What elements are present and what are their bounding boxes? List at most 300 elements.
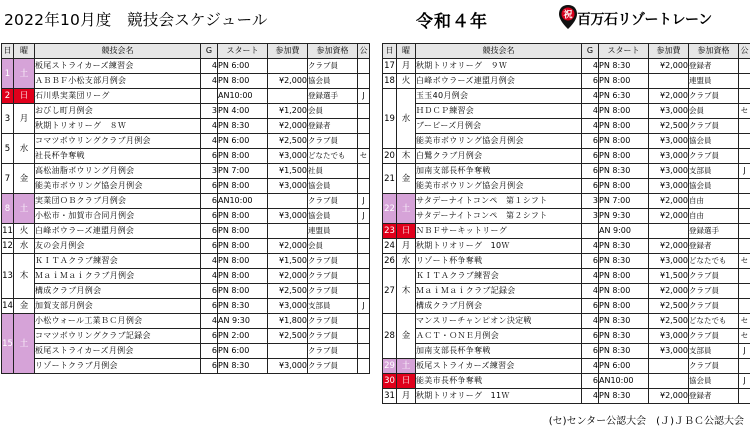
entry-fee: ¥1,500 bbox=[268, 254, 308, 269]
eligibility: クラブ員 bbox=[689, 269, 739, 284]
event-name: 秋期トリオリーグ ８Ｗ bbox=[35, 119, 201, 134]
eligibility: 会員 bbox=[308, 239, 358, 254]
day-cell: 2 bbox=[2, 89, 14, 104]
eligibility: 会員 bbox=[689, 104, 739, 119]
schedule-row bbox=[383, 359, 750, 374]
day-cell: 13 bbox=[2, 254, 14, 299]
start-time: AN 9:30 bbox=[218, 314, 268, 329]
official-mark bbox=[358, 359, 370, 374]
start-time: PN 2:00 bbox=[218, 329, 268, 344]
event-name: 石川県実業団リーグ bbox=[35, 89, 201, 104]
games-count: 3 bbox=[201, 104, 218, 119]
official-mark bbox=[739, 89, 750, 104]
eligibility: クラブ員 bbox=[689, 119, 739, 134]
official-mark: セ bbox=[739, 314, 750, 329]
event-name: 板尾ストライカーズ練習会 bbox=[416, 359, 582, 374]
day-cell: 14 bbox=[2, 299, 14, 314]
start-time: PN 8:00 bbox=[218, 74, 268, 89]
official-mark bbox=[358, 59, 370, 74]
entry-fee: ¥2,500 bbox=[649, 119, 689, 134]
event-name: 板尾ストライカーズ月例会 bbox=[35, 344, 201, 359]
eligibility: 登録者 bbox=[689, 59, 739, 74]
eligibility: クラブ員 bbox=[308, 329, 358, 344]
entry-fee: ¥3,000 bbox=[268, 209, 308, 224]
schedule-row bbox=[2, 314, 370, 329]
weekday-cell: 土 bbox=[14, 59, 35, 89]
weekday-cell: 水 bbox=[14, 239, 35, 254]
col-day: 日 bbox=[383, 44, 397, 59]
event-name: 能美市長杯争奪戦 bbox=[416, 374, 582, 389]
event-name: 加南支部長杯争奪戦 bbox=[416, 344, 582, 359]
entry-fee: ¥3,000 bbox=[268, 299, 308, 314]
schedule-row bbox=[383, 59, 750, 74]
event-name: 小松市・加賀市合同月例会 bbox=[35, 209, 201, 224]
event-name: 玉玉40月例会 bbox=[416, 89, 582, 104]
entry-fee: ¥3,000 bbox=[649, 179, 689, 194]
schedule-row bbox=[2, 254, 370, 269]
schedule-row bbox=[2, 194, 370, 209]
games-count: 3 bbox=[582, 194, 599, 209]
start-time: PN 8:00 bbox=[599, 299, 649, 314]
entry-fee: ¥2,000 bbox=[268, 239, 308, 254]
games-count: 6 bbox=[201, 149, 218, 164]
official-mark bbox=[358, 74, 370, 89]
start-time: PN 6:00 bbox=[218, 344, 268, 359]
schedule-row bbox=[2, 329, 370, 344]
games-count: 6 bbox=[582, 164, 599, 179]
games-count: 3 bbox=[582, 209, 599, 224]
day-cell: 3 bbox=[2, 104, 14, 134]
weekday-cell: 火 bbox=[397, 74, 416, 89]
games-count: 4 bbox=[582, 104, 599, 119]
weekday-cell: 土 bbox=[14, 314, 35, 374]
day-cell: 15 bbox=[2, 314, 14, 374]
weekday-cell: 木 bbox=[14, 254, 35, 299]
eligibility: 登録選手 bbox=[308, 89, 358, 104]
day-cell: 18 bbox=[383, 74, 397, 89]
games-count: 6 bbox=[582, 254, 599, 269]
page-title: 2022年10月度 競技会スケジュール bbox=[4, 11, 268, 29]
games-count: 6 bbox=[582, 74, 599, 89]
official-mark: J bbox=[358, 194, 370, 209]
start-time: PN 8:30 bbox=[599, 329, 649, 344]
games-count: 4 bbox=[582, 389, 599, 404]
games-count: 4 bbox=[201, 134, 218, 149]
day-cell: 24 bbox=[383, 239, 397, 254]
games-count: 4 bbox=[201, 254, 218, 269]
event-name: 白鷺クラブ月例会 bbox=[416, 149, 582, 164]
games-count: 6 bbox=[201, 359, 218, 374]
games-count: 4 bbox=[582, 59, 599, 74]
event-name: ＡＣＴ・ＯＮＥ月例会 bbox=[416, 329, 582, 344]
entry-fee: ¥2,000 bbox=[649, 389, 689, 404]
entry-fee bbox=[649, 374, 689, 389]
entry-fee: ¥1,800 bbox=[268, 314, 308, 329]
event-name: 高松油脂ボウリング月例会 bbox=[35, 164, 201, 179]
games-count: 4 bbox=[582, 359, 599, 374]
entry-fee: ¥3,000 bbox=[649, 134, 689, 149]
games-count: 3 bbox=[201, 164, 218, 179]
logo-text: 百万石リゾートレーン bbox=[577, 12, 712, 28]
start-time: PN 8:30 bbox=[599, 344, 649, 359]
col-dow: 曜 bbox=[14, 44, 35, 59]
day-cell: 7 bbox=[2, 164, 14, 194]
weekday-cell: 水 bbox=[14, 134, 35, 164]
event-name: 小松ウォール工業ＢＣ月例会 bbox=[35, 314, 201, 329]
day-cell: 1 bbox=[2, 59, 14, 89]
eligibility: 協会員 bbox=[308, 179, 358, 194]
start-time: AN10:00 bbox=[218, 194, 268, 209]
event-name: 友の会月例会 bbox=[35, 239, 201, 254]
col-dow: 曜 bbox=[397, 44, 416, 59]
official-mark: J bbox=[739, 374, 750, 389]
schedule-row bbox=[2, 164, 370, 179]
games-count: 4 bbox=[582, 284, 599, 299]
day-cell: 19 bbox=[383, 89, 397, 149]
start-time: AN10:00 bbox=[218, 89, 268, 104]
schedule-row bbox=[383, 254, 750, 269]
col-qual: 参加資格 bbox=[689, 44, 739, 59]
col-start: スタート bbox=[599, 44, 649, 59]
start-time: AN10:00 bbox=[599, 374, 649, 389]
event-name: 加南支部長杯争奪戦 bbox=[416, 164, 582, 179]
entry-fee: ¥3,000 bbox=[268, 179, 308, 194]
col-day: 日 bbox=[2, 44, 14, 59]
schedule-row bbox=[383, 344, 750, 359]
eligibility: 登録者 bbox=[689, 239, 739, 254]
eligibility: クラブ員 bbox=[689, 284, 739, 299]
start-time: PN 8:00 bbox=[218, 254, 268, 269]
entry-fee: ¥1,500 bbox=[649, 269, 689, 284]
entry-fee: ¥3,000 bbox=[268, 359, 308, 374]
schedule-row bbox=[383, 164, 750, 179]
day-cell: 5 bbox=[2, 134, 14, 164]
schedule-row bbox=[2, 224, 370, 239]
official-mark bbox=[739, 59, 750, 74]
day-cell: 20 bbox=[383, 149, 397, 164]
start-time: PN 8:30 bbox=[599, 254, 649, 269]
event-name: 板尾ストライカーズ練習会 bbox=[35, 59, 201, 74]
start-time: PN 8:00 bbox=[599, 269, 649, 284]
weekday-cell: 月 bbox=[397, 239, 416, 254]
entry-fee: ¥2,000 bbox=[649, 89, 689, 104]
start-time: PN 6:30 bbox=[599, 89, 649, 104]
schedule-row bbox=[2, 149, 370, 164]
entry-fee: ¥2,000 bbox=[649, 59, 689, 74]
weekday-cell: 金 bbox=[14, 299, 35, 314]
day-cell: 8 bbox=[2, 194, 14, 224]
entry-fee bbox=[268, 344, 308, 359]
start-time: PN 8:00 bbox=[218, 284, 268, 299]
eligibility: 自由 bbox=[689, 194, 739, 209]
eligibility: どなたでも bbox=[689, 314, 739, 329]
col-fee: 参加費 bbox=[268, 44, 308, 59]
official-mark bbox=[739, 194, 750, 209]
games-count: 4 bbox=[201, 74, 218, 89]
official-mark bbox=[358, 269, 370, 284]
entry-fee: ¥2,000 bbox=[268, 119, 308, 134]
schedule-body-left bbox=[2, 59, 370, 374]
official-mark bbox=[739, 209, 750, 224]
start-time: PN 8:00 bbox=[599, 119, 649, 134]
schedule-row bbox=[2, 344, 370, 359]
games-count: 6 bbox=[582, 299, 599, 314]
eligibility: 協会員 bbox=[689, 134, 739, 149]
event-name: 秋期トリオリーグ 11Ｗ bbox=[416, 389, 582, 404]
official-mark: J bbox=[358, 209, 370, 224]
start-time: PN 8:30 bbox=[218, 119, 268, 134]
start-time: PN 8:00 bbox=[218, 269, 268, 284]
col-name: 競技会名 bbox=[35, 44, 201, 59]
event-name: 実業団ＯＢクラブ月例会 bbox=[35, 194, 201, 209]
schedule-row bbox=[383, 314, 750, 329]
page-header bbox=[0, 0, 750, 40]
event-name: サタデーナイトコンペ 第２シフト bbox=[416, 209, 582, 224]
entry-fee: ¥2,000 bbox=[268, 74, 308, 89]
entry-fee bbox=[268, 89, 308, 104]
weekday-cell: 木 bbox=[397, 149, 416, 164]
entry-fee: ¥2,500 bbox=[649, 314, 689, 329]
games-count: 4 bbox=[582, 314, 599, 329]
start-time: PN 8:00 bbox=[218, 224, 268, 239]
weekday-cell: 水 bbox=[397, 89, 416, 149]
official-mark bbox=[739, 239, 750, 254]
table-header-row bbox=[383, 44, 750, 59]
official-mark: J bbox=[358, 299, 370, 314]
entry-fee: ¥2,500 bbox=[268, 134, 308, 149]
eligibility: クラブ員 bbox=[689, 359, 739, 374]
official-mark bbox=[358, 254, 370, 269]
weekday-cell: 日 bbox=[397, 224, 416, 239]
event-name: 秋期トリオリーグ ９Ｗ bbox=[416, 59, 582, 74]
official-mark bbox=[358, 344, 370, 359]
games-count: 6 bbox=[201, 284, 218, 299]
start-time: PN 9:30 bbox=[599, 209, 649, 224]
official-mark bbox=[739, 149, 750, 164]
eligibility: 支部員 bbox=[689, 164, 739, 179]
weekday-cell: 日 bbox=[397, 374, 416, 389]
entry-fee: ¥3,000 bbox=[649, 104, 689, 119]
schedule-row bbox=[2, 89, 370, 104]
eligibility: 登録者 bbox=[689, 389, 739, 404]
entry-fee: ¥3,000 bbox=[649, 164, 689, 179]
schedule-row bbox=[2, 209, 370, 224]
schedule-row bbox=[383, 284, 750, 299]
games-count: 6 bbox=[201, 224, 218, 239]
entry-fee: ¥3,000 bbox=[649, 329, 689, 344]
start-time: PN 8:30 bbox=[218, 359, 268, 374]
official-mark bbox=[358, 164, 370, 179]
games-count: 6 bbox=[201, 179, 218, 194]
weekday-cell: 金 bbox=[14, 164, 35, 194]
start-time: PN 8:00 bbox=[218, 149, 268, 164]
weekday-cell: 日 bbox=[14, 89, 35, 104]
schedule-table-right bbox=[382, 43, 750, 404]
entry-fee: ¥2,000 bbox=[268, 269, 308, 284]
schedule-body-right bbox=[383, 59, 750, 404]
event-name: マンスリーチャンピオン決定戦 bbox=[416, 314, 582, 329]
games-count: 6 bbox=[582, 134, 599, 149]
games-count: 6 bbox=[201, 194, 218, 209]
col-start: スタート bbox=[218, 44, 268, 59]
schedule-row bbox=[383, 89, 750, 104]
official-mark bbox=[358, 239, 370, 254]
official-mark: J bbox=[739, 164, 750, 179]
table-header-row bbox=[2, 44, 370, 59]
col-official: 公 bbox=[739, 44, 750, 59]
eligibility: 支部員 bbox=[689, 344, 739, 359]
games-count: 6 bbox=[582, 329, 599, 344]
schedule-row bbox=[2, 179, 370, 194]
weekday-cell: 土 bbox=[14, 194, 35, 224]
event-name: ＫＩＴＡクラブ練習会 bbox=[35, 254, 201, 269]
official-mark: J bbox=[739, 344, 750, 359]
start-time: PN 8:00 bbox=[599, 134, 649, 149]
col-official: 公 bbox=[358, 44, 370, 59]
event-name: サタデーナイトコンペ 第１シフト bbox=[416, 194, 582, 209]
start-time: PN 6:00 bbox=[599, 359, 649, 374]
col-g: G bbox=[582, 44, 599, 59]
entry-fee: ¥3,000 bbox=[649, 344, 689, 359]
official-mark bbox=[358, 104, 370, 119]
col-fee: 参加費 bbox=[649, 44, 689, 59]
official-mark bbox=[739, 179, 750, 194]
entry-fee bbox=[268, 194, 308, 209]
games-count: 4 bbox=[201, 119, 218, 134]
entry-fee: ¥2,000 bbox=[649, 194, 689, 209]
official-mark bbox=[739, 119, 750, 134]
schedule-row bbox=[383, 209, 750, 224]
start-time: PN 8:00 bbox=[218, 209, 268, 224]
logo-seal-text: 祝 bbox=[563, 10, 573, 21]
schedule-table-left bbox=[1, 43, 370, 374]
eligibility: 協会員 bbox=[308, 74, 358, 89]
entry-fee: ¥2,500 bbox=[268, 284, 308, 299]
entry-fee bbox=[268, 224, 308, 239]
games-count: 6 bbox=[201, 299, 218, 314]
official-mark bbox=[358, 179, 370, 194]
schedule-row bbox=[383, 389, 750, 404]
day-cell: 29 bbox=[383, 359, 397, 374]
day-cell: 31 bbox=[383, 389, 397, 404]
eligibility: 連盟員 bbox=[308, 224, 358, 239]
official-mark bbox=[739, 224, 750, 239]
eligibility: クラブ員 bbox=[308, 269, 358, 284]
schedule-row bbox=[2, 359, 370, 374]
event-name: 能美市ボウリング協会月例会 bbox=[35, 179, 201, 194]
eligibility: クラブ員 bbox=[308, 359, 358, 374]
schedule-row bbox=[383, 119, 750, 134]
event-name: ＮＢＦサーキットリーグ bbox=[416, 224, 582, 239]
start-time: PN 8:00 bbox=[599, 284, 649, 299]
schedule-row bbox=[2, 239, 370, 254]
event-name: 白峰ボウラーズ連盟月例会 bbox=[35, 224, 201, 239]
eligibility: どなたでも bbox=[689, 254, 739, 269]
weekday-cell: 月 bbox=[397, 59, 416, 74]
schedule-row bbox=[383, 329, 750, 344]
start-time: PN 8:00 bbox=[218, 179, 268, 194]
start-time: PN 8:30 bbox=[218, 299, 268, 314]
event-name: 加賀支部月例会 bbox=[35, 299, 201, 314]
official-mark bbox=[739, 284, 750, 299]
col-qual: 参加資格 bbox=[308, 44, 358, 59]
official-mark: セ bbox=[358, 149, 370, 164]
schedule-row bbox=[383, 269, 750, 284]
schedule-row bbox=[2, 74, 370, 89]
eligibility: クラブ員 bbox=[689, 89, 739, 104]
event-name: 構成クラブ月例会 bbox=[35, 284, 201, 299]
col-name: 競技会名 bbox=[416, 44, 582, 59]
games-count: 6 bbox=[582, 149, 599, 164]
schedule-row bbox=[383, 74, 750, 89]
event-name: コマツボウリングクラブ記録会 bbox=[35, 329, 201, 344]
games-count: 4 bbox=[201, 314, 218, 329]
eligibility: クラブ員 bbox=[689, 299, 739, 314]
start-time: PN 8:30 bbox=[599, 59, 649, 74]
era-label: 令和４年 bbox=[416, 12, 488, 32]
entry-fee: ¥3,000 bbox=[268, 149, 308, 164]
event-name: ＫＩＴＡクラブ練習会 bbox=[416, 269, 582, 284]
entry-fee: ¥2,000 bbox=[649, 284, 689, 299]
official-mark bbox=[358, 314, 370, 329]
eligibility: クラブ員 bbox=[308, 134, 358, 149]
official-mark bbox=[358, 134, 370, 149]
eligibility: 協会員 bbox=[689, 179, 739, 194]
entry-fee: ¥2,500 bbox=[268, 329, 308, 344]
day-cell: 30 bbox=[383, 374, 397, 389]
official-mark bbox=[358, 119, 370, 134]
start-time: PN 7:00 bbox=[218, 164, 268, 179]
official-mark bbox=[739, 299, 750, 314]
schedule-row bbox=[383, 134, 750, 149]
eligibility: 協会員 bbox=[308, 209, 358, 224]
event-name: ＡＢＢＦ小松支部月例会 bbox=[35, 74, 201, 89]
event-name: 秋期トリオリーグ 10Ｗ bbox=[416, 239, 582, 254]
games-count: 4 bbox=[582, 269, 599, 284]
games-count: 6 bbox=[201, 344, 218, 359]
event-name: リゾートクラブ月例会 bbox=[35, 359, 201, 374]
official-mark: セ bbox=[739, 254, 750, 269]
schedule-row bbox=[383, 299, 750, 314]
entry-fee: ¥2,000 bbox=[649, 239, 689, 254]
day-cell: 23 bbox=[383, 224, 397, 239]
weekday-cell: 水 bbox=[397, 254, 416, 269]
games-count: 6 bbox=[201, 209, 218, 224]
eligibility: 登録者 bbox=[308, 119, 358, 134]
entry-fee: ¥2,000 bbox=[649, 209, 689, 224]
official-mark: セ bbox=[739, 104, 750, 119]
event-name: リゾート杯争奪戦 bbox=[416, 254, 582, 269]
games-count: 4 bbox=[201, 269, 218, 284]
official-mark bbox=[739, 74, 750, 89]
day-cell: 26 bbox=[383, 254, 397, 269]
start-time: PN 8:00 bbox=[599, 179, 649, 194]
eligibility: クラブ員 bbox=[308, 314, 358, 329]
day-cell: 28 bbox=[383, 314, 397, 359]
eligibility: 登録選手 bbox=[689, 224, 739, 239]
logo-seal-icon bbox=[557, 4, 579, 30]
official-mark bbox=[739, 269, 750, 284]
start-time: PN 7:00 bbox=[599, 194, 649, 209]
eligibility: 社員 bbox=[308, 164, 358, 179]
official-mark bbox=[358, 329, 370, 344]
schedule-row bbox=[2, 119, 370, 134]
eligibility: クラブ員 bbox=[308, 284, 358, 299]
schedule-row bbox=[383, 149, 750, 164]
weekday-cell: 木 bbox=[397, 269, 416, 314]
start-time: PN 8:00 bbox=[599, 104, 649, 119]
games-count: 4 bbox=[201, 59, 218, 74]
